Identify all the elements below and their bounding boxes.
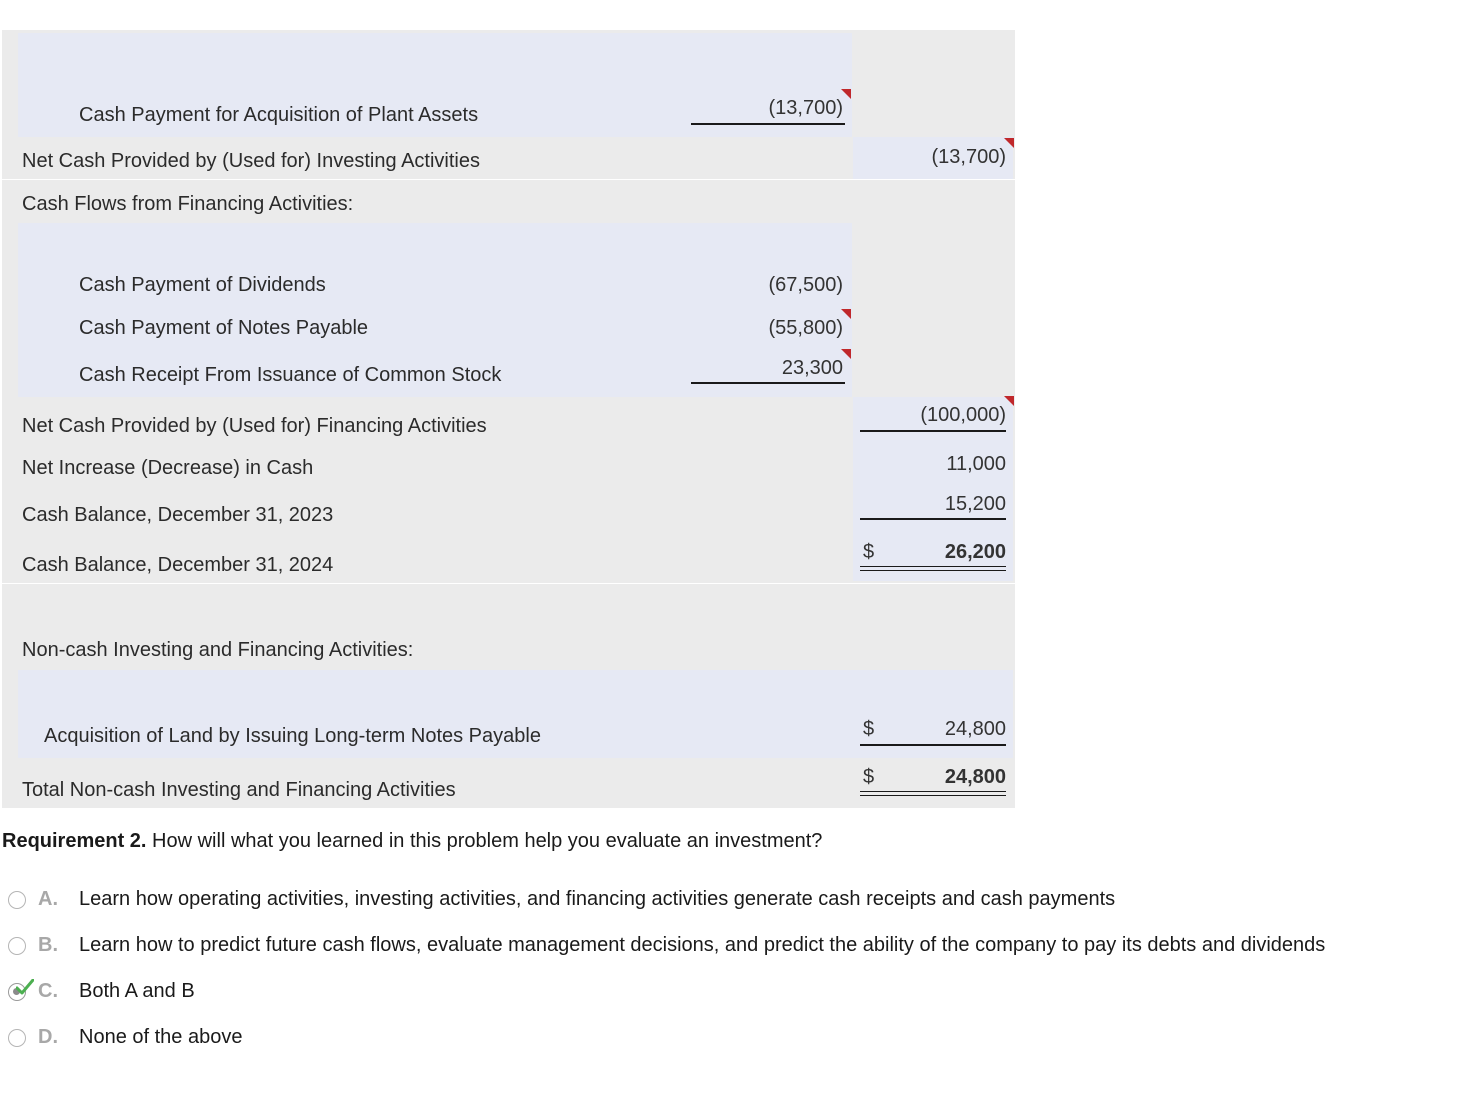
radio-b[interactable] <box>8 937 26 955</box>
subtotal-rule <box>691 382 845 384</box>
radio-d[interactable] <box>8 1029 26 1047</box>
land-acquisition-label: Acquisition of Land by Issuing Long-term Notes Payable <box>44 725 541 747</box>
option-c[interactable] <box>0 976 1468 1008</box>
check-icon <box>16 979 34 995</box>
option-text: Both A and B <box>79 980 195 1002</box>
option-d[interactable] <box>0 1022 1468 1054</box>
net-increase-value[interactable]: 11,000 <box>946 453 1006 475</box>
end-balance-value[interactable]: 26,200 <box>944 541 1006 563</box>
dividends-value[interactable]: (67,500) <box>768 274 843 296</box>
option-letter: B. <box>38 934 58 956</box>
common-stock-value[interactable]: 23,300 <box>781 357 843 379</box>
option-b[interactable] <box>0 930 1468 962</box>
requirement-title: Requirement 2. <box>2 830 147 852</box>
option-text: Learn how to predict future cash flows, evaluate management decisions, and predict the ability of the company to pay its debts and dividends <box>79 934 1326 956</box>
noncash-total-value[interactable]: 24,800 <box>944 766 1006 788</box>
net-increase-label: Net Increase (Decrease) in Cash <box>22 457 314 479</box>
total-double-rule <box>860 566 1006 571</box>
subtotal-rule <box>860 518 1006 520</box>
feedback-flag-icon <box>1004 396 1014 406</box>
dividends-label: Cash Payment of Dividends <box>79 274 326 296</box>
row-divider <box>2 583 1015 584</box>
row-divider <box>2 179 1015 180</box>
option-text: None of the above <box>79 1026 243 1048</box>
noncash-heading: Non-cash Investing and Financing Activities: <box>22 639 414 661</box>
net-investing-value[interactable]: (13,700) <box>931 146 1006 168</box>
begin-balance-value[interactable]: 15,200 <box>944 493 1006 515</box>
total-double-rule <box>860 791 1006 796</box>
noncash-total-currency: $ <box>863 766 875 788</box>
begin-balance-label: Cash Balance, December 31, 2023 <box>22 504 334 526</box>
noncash-total-label: Total Non-cash Investing and Financing Activities <box>22 779 456 801</box>
option-letter: C. <box>38 980 58 1002</box>
notes-payable-value[interactable]: (55,800) <box>768 317 843 339</box>
radio-a[interactable] <box>8 891 26 909</box>
end-balance-label: Cash Balance, December 31, 2024 <box>22 554 334 576</box>
land-acquisition-currency: $ <box>863 718 875 740</box>
notes-payable-label: Cash Payment of Notes Payable <box>79 317 369 339</box>
requirement-prompt <box>2 830 822 853</box>
requirement-text: How will what you learned in this problem help you evaluate an investment? <box>152 830 823 852</box>
feedback-flag-icon <box>841 309 851 319</box>
feedback-flag-icon <box>841 349 851 359</box>
land-acquisition-value[interactable]: 24,800 <box>944 718 1006 740</box>
option-letter: A. <box>38 888 58 910</box>
net-financing-value[interactable]: (100,000) <box>920 404 1006 426</box>
financing-heading: Cash Flows from Financing Activities: <box>22 193 354 215</box>
feedback-flag-icon <box>1004 138 1014 148</box>
option-a[interactable] <box>0 884 1468 916</box>
option-letter: D. <box>38 1026 58 1048</box>
subtotal-rule <box>691 123 845 125</box>
subtotal-rule <box>860 744 1006 746</box>
plant-assets-value[interactable]: (13,700) <box>768 97 843 119</box>
net-investing-label: Net Cash Provided by (Used for) Investing Activities <box>22 150 480 172</box>
net-financing-label: Net Cash Provided by (Used for) Financing Activities <box>22 415 487 437</box>
common-stock-label: Cash Receipt From Issuance of Common Stock <box>79 364 502 386</box>
plant-assets-label: Cash Payment for Acquisition of Plant Assets <box>79 104 479 126</box>
feedback-flag-icon <box>841 89 851 99</box>
option-text: Learn how operating activities, investing activities, and financing activities generate cash receipts and cash payments <box>79 888 1116 910</box>
end-balance-currency: $ <box>863 541 875 563</box>
subtotal-rule <box>860 430 1006 432</box>
